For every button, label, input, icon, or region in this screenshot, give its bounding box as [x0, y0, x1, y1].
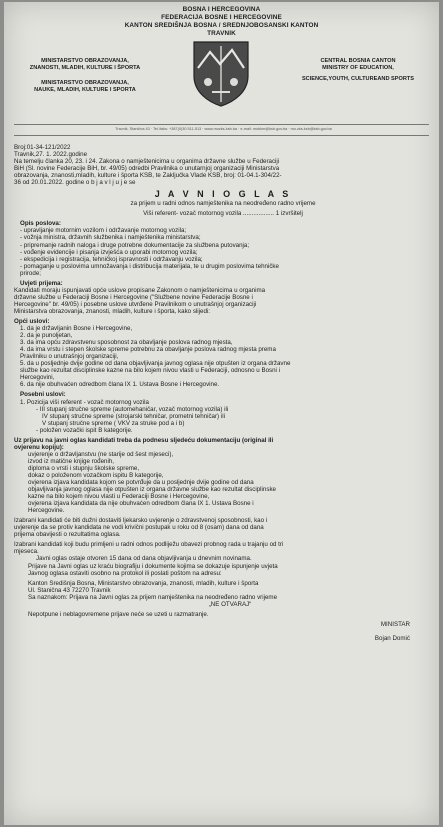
health-certificate-paragraph [14, 517, 432, 538]
general-conditions-list [14, 325, 432, 388]
address-line: Ul. Stanična 43 72270 Travnik [28, 586, 111, 594]
paragraph-line: Javni oglas ostaje otvoren 15 dana od dana objavljivanja u dnevnim novinama. [36, 555, 252, 563]
ministry-left-line: MINISTARSTVO OBRAZOVANJA, [41, 58, 129, 64]
ministry-left-bosnian [10, 80, 160, 94]
list-item: 4. da ima vrstu i stepen školske spreme potrebnu za obavljanje poslova radnog mjesta prema [20, 346, 276, 354]
list-item: - upravljanje motornim vozilom i održavanje motornog vozila; [20, 227, 187, 235]
document-date: Travnik,27. 1. 2022.godine [14, 151, 88, 159]
list-item: izvod iz matične knjige rođenih, [28, 457, 114, 465]
section-heading: Posebni uslovi: [20, 391, 66, 399]
signature-name: Bojan Domić [374, 634, 410, 642]
header-canton: KANTON SREDIŠNJA BOSNA / SREDNJOBOSANSKI KANTON [124, 22, 319, 29]
contact-line: Travnik, Stanična 43 · Tel./faks: +387(0)30 511-513 · www.mozks-ksb.ba · e-mail: mobkm@ksb.gov.ba · mo.zks-ksb@ksb.gov.ba [115, 127, 332, 131]
ministry-left-croatian [10, 58, 160, 72]
section-heading: Uvjeti prijema: [20, 279, 63, 287]
list-item: V stupanj stručne spreme ( VKV za struke pod a i b) [42, 419, 185, 427]
duties-list [14, 227, 432, 276]
ministry-right-line: CENTRAL BOSNIA CANTON [320, 58, 396, 64]
list-item: ovjerena izjava kandidata kojom se potvrđuje da u posljednje dvije godine od dana [28, 479, 254, 487]
list-item: prirode; [20, 269, 41, 277]
intro-line: 36 od 20.01.2022. godine o b j a v l j u j e se [14, 179, 136, 187]
address-line: Sa naznakom: Prijava na Javni oglas za prijem namještenika na neodređeno radno vrijeme [28, 593, 278, 601]
intro-line: Na temelju članka 20, 23. i 24. Zakona o namještenicima u organima državne službe u Federaciji [14, 158, 280, 166]
list-item: 2. da je punoljetan, [20, 332, 73, 340]
address-line: Kanton Središnja Bosna, Ministarstvo obrazovanja, znanosti, mladih, kulture i športa [28, 579, 259, 587]
list-item: - ekspedicija i registracija, tehničkoj ispravnosti i održavanju vozila; [20, 255, 203, 263]
intro-line: BiH (Sl. novine Federacije BiH, br. 49/05) odredbi Pravilnika o unutarnjoj organizaciji Ministarstva [14, 165, 280, 173]
list-item: diploma o vrsti i stupnju školske spreme, [28, 464, 140, 472]
conditions-paragraph [14, 287, 432, 315]
ministry-right-english [283, 58, 433, 83]
section-heading: Opis poslova: [20, 220, 61, 228]
paragraph-line: Javnog oglasa ostaviti osobno na protokol ili poslati poštom na adresu: [28, 569, 222, 577]
list-item: službe kao rezultat disciplinske kazne na bilo kojem nivou vlasti u Federaciji, odnosno u Bosni i [20, 367, 281, 375]
mailing-address [14, 580, 432, 608]
special-conditions-list [14, 406, 432, 434]
paragraph-line: uvjerenje da se protiv kandidata ne vodi krivični postupak u roku od 8 (osam) dana od dana [14, 524, 264, 532]
list-item: - položen vozački ispit B kategorije. [36, 426, 133, 434]
header-federation: FEDERACIJA BOSNE I HERCEGOVINE [161, 14, 282, 21]
ministry-right-line: SCIENCE,YOUTH, CULTUREAND SPORTS [301, 76, 415, 82]
list-item: - pomaganje u poslovima umnožavanja i distribucija materijala, te u drugim poslovima tehničke [20, 262, 279, 270]
probation-paragraph [14, 541, 432, 555]
header-city: TRAVNIK [207, 30, 236, 37]
list-item: - pripremanje radnih naloga i druge potrebne dokumentacije za službena putovanja; [20, 241, 250, 249]
paragraph-line: Hercegovine" br. 49/05) i posebne uslove utvrđene Pravilnikom o unutrašnjoj organizaciji [14, 300, 257, 308]
heading-line: ovjerenu kopiju): [14, 443, 64, 451]
list-item: 5. da u posljednje dvije godine od dana objavljivanja javnog oglasa nije otpušten iz organa državne [20, 360, 291, 368]
intro-paragraph [14, 158, 432, 186]
list-item: dokaz o položenom vozačkom ispitu B kategorije, [28, 471, 164, 479]
heading-line: Uz prijavu na javni oglas kandidati treba da podnesu sljedeću dokumentaciju (original ili [14, 436, 274, 444]
list-item: Pravilniku o unutrašnjoj organizaciji, [20, 353, 119, 361]
paragraph-line: prijema obavijesti o rezultatima oglasa. [14, 531, 121, 539]
paragraph-line: državne službe u Federaciji Bosne i Hercegovine ("Službene novine Federacije Bosne i [14, 293, 253, 301]
list-item: objavljivanja javnog oglasa nije otpušten iz organa državne službe kao rezultat disciplinske [28, 486, 276, 494]
list-item: - III stupanj stručne spreme (automehaničar, vozač motornog vozila) ili [36, 405, 229, 413]
ministry-left-line: MINISTARSTVO OBRAZOVANJA, [41, 80, 129, 86]
ministry-left-line: ZNANOSTI, MLADIH, KULTURE I ŠPORTA [29, 65, 141, 71]
documents-list [14, 451, 432, 514]
list-item: IV stupanj stručne spreme (strojarski tehničar, prometni tehničar) ili [42, 412, 225, 420]
paragraph-line: Prijave na Javni oglas uz kraću biografiju i dokumente kojima se dokazuje ispunjenje uvjeta [28, 562, 278, 570]
document-body [14, 144, 432, 642]
list-item: kazne na bilo kojem nivou vlasti u Federaciji Bosne i Hercegovine, [28, 493, 210, 501]
submission-paragraph [14, 555, 432, 576]
list-item: 6. da nije obuhvaćen odredbom člana IX 1. Ustava Bosne i Hercegovine. [20, 381, 220, 389]
ministry-right-line: MINISTRY OF EDUCATION, [322, 65, 394, 71]
reference-number: Broj:01-34-121/2022 [14, 144, 71, 151]
paragraph-line: Izabrani kandidati koji budu primljeni u radni odnos podliježu obavezi probnog rada u trajanju od tri [14, 541, 284, 549]
list-item: ovjerena izjava kandidata da nije obuhvaćen odredbom člana IX 1. Ustava Bosne i [28, 500, 254, 508]
special-conditions-intro: 1. Pozicija viši referent - vozač motornog vozila [20, 398, 149, 406]
position-line: Viši referent- vozač motornog vozila .................. 1 izvršitelj [143, 210, 303, 218]
list-item: - vođenje evidencije i pisanja izvješća o uporabi motornog vozila; [20, 248, 198, 256]
documents-heading [14, 437, 432, 451]
list-item: Hercegovini, [20, 374, 55, 382]
signature-title: MINISTAR [380, 620, 410, 628]
address-line: „NE OTVARAJ“ [208, 600, 252, 608]
intro-line: obrazovanja, znanosti,mladih, kulture i športa KSB, te Zaključka Vlade KSB, broj: 01-04.1-304/22- [14, 172, 282, 180]
canton-coat-of-arms-icon [190, 38, 252, 108]
final-note: Nepotpune i neblagovremene prijave neće se uzeti u razmatranje. [28, 610, 209, 618]
list-item: uvjerenje o državljanstvu (ne starije od šest mjeseci), [28, 450, 174, 458]
notice-subtitle: za prijem u radni odnos namještenika na neodređeno radno vrijeme [130, 200, 316, 208]
header-divider [14, 124, 429, 125]
list-item: - vožnja ministra, državnih službenika i namještenika ministarstva; [20, 234, 201, 242]
paragraph-line: Kandidati moraju ispunjavati opće uslove propisane Zakonom o namještenicima u organima [14, 286, 266, 294]
list-item: 3. da ima opću zdravstvenu sposobnost za obavljanje poslova radnog mjesta, [20, 339, 233, 347]
paragraph-line: Ministarstva obrazovanja, znanosti, mladih, kulture i športa, kako slijedi: [14, 307, 211, 315]
ministry-left-line: NAUKE, MLADIH, KULTURE I SPORTA [34, 87, 136, 93]
notice-title: J A V N I O G L A S [154, 189, 292, 200]
section-heading: Opći uslovi: [14, 317, 50, 325]
document-page [4, 2, 439, 825]
header-divider [14, 135, 429, 136]
list-item: Hercegovine. [28, 507, 65, 515]
header-country: BOSNA I HERCEGOVINA [182, 6, 261, 13]
list-item: 1. da je državljanin Bosne i Hercegovine, [20, 325, 133, 333]
paragraph-line: Izabrani kandidati će biti dužni dostaviti ljekarsko uvjerenje o zdravstvenoj sposobnosti, kao i [14, 517, 268, 525]
paragraph-line: mjeseca. [14, 548, 39, 556]
